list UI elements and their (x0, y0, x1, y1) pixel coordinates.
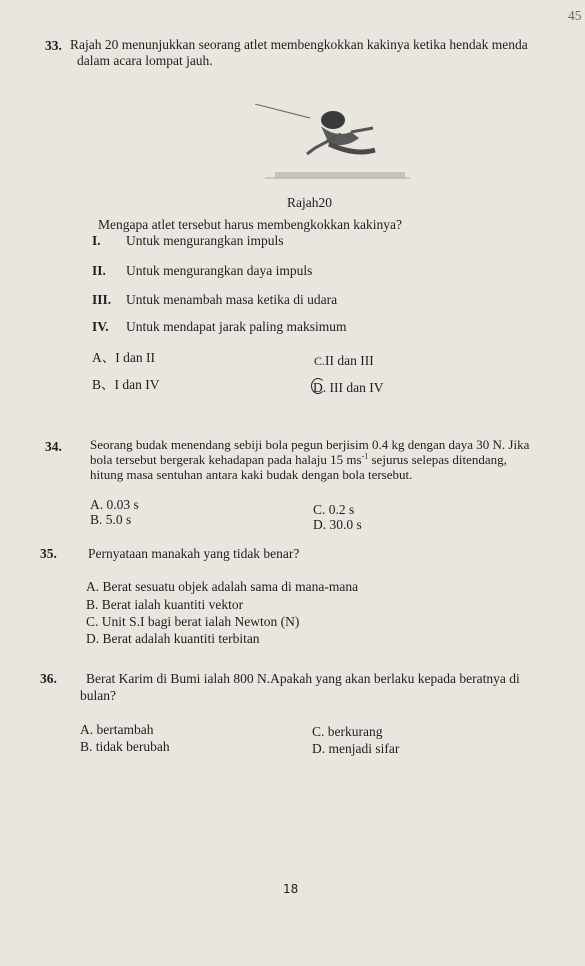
q35-option-b[interactable]: B. Berat ialah kuantiti vektor (86, 597, 244, 612)
q36-option-a[interactable]: A. bertambah (80, 722, 154, 737)
q33-question: Mengapa atlet tersebut harus membengkokkan kakinya? (98, 217, 403, 232)
statement-roman: II. (92, 263, 106, 278)
long-jump-figure (255, 104, 415, 190)
q33-option-a[interactable]: A、I dan II (92, 350, 155, 365)
q36-option-b[interactable]: B. tidak berubah (80, 739, 170, 754)
q34-line1: Seorang budak menendang sebiji bola pegun berjisim 0.4 kg dengan daya 30 N. Jika (90, 437, 530, 452)
q34-line2 (90, 452, 507, 468)
q35-option-d[interactable]: D. Berat adalah kuantiti terbitan (86, 631, 260, 646)
page-number: 18 (283, 882, 299, 896)
statement-text: Untuk menambah masa ketika di udara (126, 292, 338, 307)
q35-number: 35. (40, 546, 57, 561)
statement-text: Untuk mendapat jarak paling maksimum (126, 319, 347, 334)
q36-option-d[interactable]: D. menjadi sifar (312, 741, 400, 756)
q34-option-d[interactable]: D. 30.0 s (313, 517, 362, 532)
q34-line2-text: bola tersebut bergerak kehadapan pada halaju 15 ms (90, 452, 362, 467)
q36-line2: bulan? (80, 688, 116, 703)
statement-text: Untuk mengurangkan impuls (126, 233, 284, 248)
statement-roman: III. (92, 292, 112, 307)
q33-text-line2: dalam acara lompat jauh. (77, 53, 213, 68)
statement-text: Untuk mengurangkan daya impuls (126, 263, 313, 278)
q36-line1: Berat Karim di Bumi ialah 800 N.Apakah yang akan berlaku kepada beratnya di (86, 671, 520, 686)
figure-caption: Rajah20 (287, 195, 332, 210)
q33-option-c-letter[interactable]: C. (314, 354, 326, 368)
q33-option-b[interactable]: B、I dan IV (92, 377, 160, 392)
q34-unit-exponent: -1 (361, 451, 369, 461)
q34-number: 34. (45, 439, 62, 454)
q34-line2-rest: sejurus selepas ditendang, (368, 452, 507, 467)
statement-roman: IV. (92, 319, 109, 334)
q34-option-b[interactable]: B. 5.0 s (90, 512, 132, 527)
q33-option-c[interactable]: II dan III (325, 353, 374, 368)
q36-option-c[interactable]: C. berkurang (312, 724, 383, 739)
q34-option-c[interactable]: C. 0.2 s (313, 502, 355, 517)
q33-text-line1: Rajah 20 menunjukkan seorang atlet membengkokkan kakinya ketika hendak menda (70, 37, 528, 52)
statement-roman: I. (92, 233, 101, 248)
q33-option-d[interactable]: D. III dan IV (313, 380, 384, 395)
q35-question: Pernyataan manakah yang tidak benar? (88, 546, 300, 561)
q34-line3: hitung masa sentuhan antara kaki budak dengan bola tersebut. (90, 467, 413, 482)
q33-number: 33. (45, 38, 62, 53)
page-corner-mark: 45 (568, 8, 582, 23)
q34-option-a[interactable]: A. 0.03 s (90, 497, 139, 512)
q36-number: 36. (40, 671, 57, 686)
q35-option-c[interactable]: C. Unit S.I bagi berat ialah Newton (N) (86, 614, 300, 629)
q35-option-a[interactable]: A. Berat sesuatu objek adalah sama di mana-mana (86, 579, 359, 594)
athlete-jump-illustration (255, 104, 415, 190)
